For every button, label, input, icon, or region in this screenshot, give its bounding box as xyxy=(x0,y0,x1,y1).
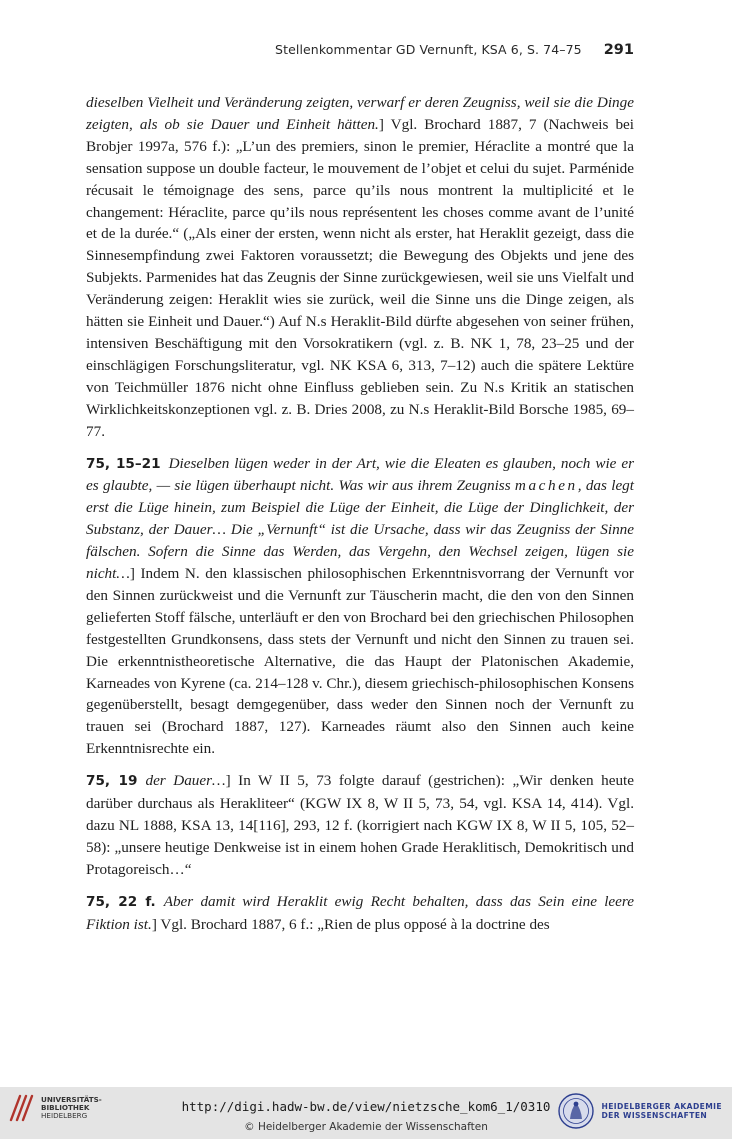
commentary-entry xyxy=(86,770,634,881)
lemma: , das legt erst die Lüge hinein, zum Beispiel die Lüge der Einheit, die Lüge der Dinglichkeit, der Substanz, der Dauer… Die „Vernunft“ ist die Ursache, dass wir das Zeugniss der Sinne fälschen. Sofern die Sinne das Werden, das Vergehn, den Wechsel zeigen, lügen sie nicht… xyxy=(86,477,634,583)
library-logo-text: UNIVERSITÄTS- BIBLIOTHEK HEIDELBERG xyxy=(41,1094,102,1121)
academy-logo-text: HEIDELBERGER AKADEMIE DER WISSENSCHAFTEN xyxy=(601,1102,722,1120)
copyright-notice: © Heidelberger Akademie der Wissenschaften xyxy=(244,1121,488,1133)
academy-seal-icon xyxy=(557,1092,595,1130)
lemma: Dieselben lügen weder in der Art, wie die Eleaten es glauben, noch wie er es glaubte, — sie lügen überhaupt nicht. Was wir aus ihrem Zeugniss xyxy=(86,454,634,495)
line-reference: 75, 22 f. xyxy=(86,893,156,910)
page-header xyxy=(86,42,634,58)
academy-logo[interactable] xyxy=(557,1092,722,1130)
lemma: der Dauer… xyxy=(145,772,226,790)
lemma-emphasis: machen xyxy=(514,477,578,495)
lemma: Aber damit wird Heraklit ewig Recht behalten, dass das Sein eine leere Fiktion ist. xyxy=(86,892,634,933)
commentary-text: ] In W II 5, 73 folgte darauf (gestrichen): „Wir denken heute darüber durchaus als Herakliteer“ (KGW IX 8, W II 5, 73, 54, vgl. KSA 14, 414). Vgl. dazu NL 1888, KSA 13, 14[116], 293, 12 f. (korrigiert nach KGW IX 8, W II 5, 105, 52–58): „unsere heutige Denkweise ist in einem hohen Grade Heraklitisch, Demokritisch und Protagoreisch…“ xyxy=(86,772,634,878)
running-head: Stellenkommentar GD Vernunft, KSA 6, S. 74–75 xyxy=(275,42,582,57)
commentary-text: ] Vgl. Brochard 1887, 6 f.: „Rien de plus opposé à la doctrine des xyxy=(151,915,550,933)
lemma: dieselben Vielheit und Veränderung zeigten, verwarf er deren Zeugniss, weil sie die Dinge zeigten, als ob sie Dauer und Einheit hätten. xyxy=(86,94,634,133)
commentary-body xyxy=(86,92,634,946)
page-number: 291 xyxy=(603,42,634,58)
source-url-link[interactable]: http://digi.hadw-bw.de/view/nietzsche_kom6_1/0310 xyxy=(181,1099,551,1114)
commentary-text: ] Indem N. den klassischen philosophischen Erkenntnisvorrang der Vernunft vor den Sinnen zurückweist und die Vernunft zur Täuscherin macht, die den von den Sinnen gelieferten Stoff fälsche, unterläuft er den von Brochard bei den griechischen Philosophen festgestellten Grundkonsens, dass stets der Vernunft und nicht den Sinnen zu trauen sei. Die erkenntnistheoretische Alternative, die das Haupt der Platonischen Akademie, Karneades von Kyrene (ca. 214–128 v. Chr.), diesem griechisch-philosophischen Konsens gegenüberstellt, besagt demgegenüber, dass weder den Sinnen noch der Vernunft zu trauen sei (Brochard 1887, 127). Karneades räumt also den Sinnen auch keine Erkenntnisrechte ein. xyxy=(86,565,634,758)
commentary-text: ] Vgl. Brochard 1887, 7 (Nachweis bei Brobjer 1997a, 576 f.): „L’un des premiers, sinon le premier, Héraclite a montré que la sensation suppose un double facteur, le mouvement de l’objet et celui du sujet. Parménide récusait le témoignage des sens, parce qu’ils nous montrent la multiplicité et le changement: Héraclite, parce qu’ils nous représentent les choses comme avant de l’unité et de la durée.“ („Als einer der ersten, wenn nicht als erster, hat Heraklit gezeigt, dass die Sinnesempfindung zwei Faktoren voraussetzt; die Bewegung des Objekts und jene des Subjekts. Parmenides hat das Zeugnis der Sinne zurückgewiesen, weil sie uns Vielfalt und Veränderung zeigen: Heraklit wies sie zurück, weil die Sinne uns die Dinge zeigen, als hätten sie Einheit und Dauer.“) Auf N.s Heraklit-Bild dürfte abgesehen von seiner frühen, intensiven Beschäftigung mit den Vorsokratikern (vgl. z. B. NK 1, 78, 23–25 und der einschlägigen Forschungsliteratur, vgl. NK KSA 6, 313, 7–12) auch die spätere Lektüre von Teichmüller 1876 nicht ohne Einfluss geblieben sein. Zu N.s Kritik an statischen Wirklichkeitskonzeptionen vgl. z. B. Dries 2008, zu N.s Heraklit-Bild Borsche 1985, 69–77. xyxy=(86,115,634,440)
commentary-entry xyxy=(86,92,634,443)
line-reference: 75, 15–21 xyxy=(86,455,161,472)
commentary-entry xyxy=(86,453,634,761)
commentary-entry xyxy=(86,891,634,936)
line-reference: 75, 19 xyxy=(86,773,138,790)
